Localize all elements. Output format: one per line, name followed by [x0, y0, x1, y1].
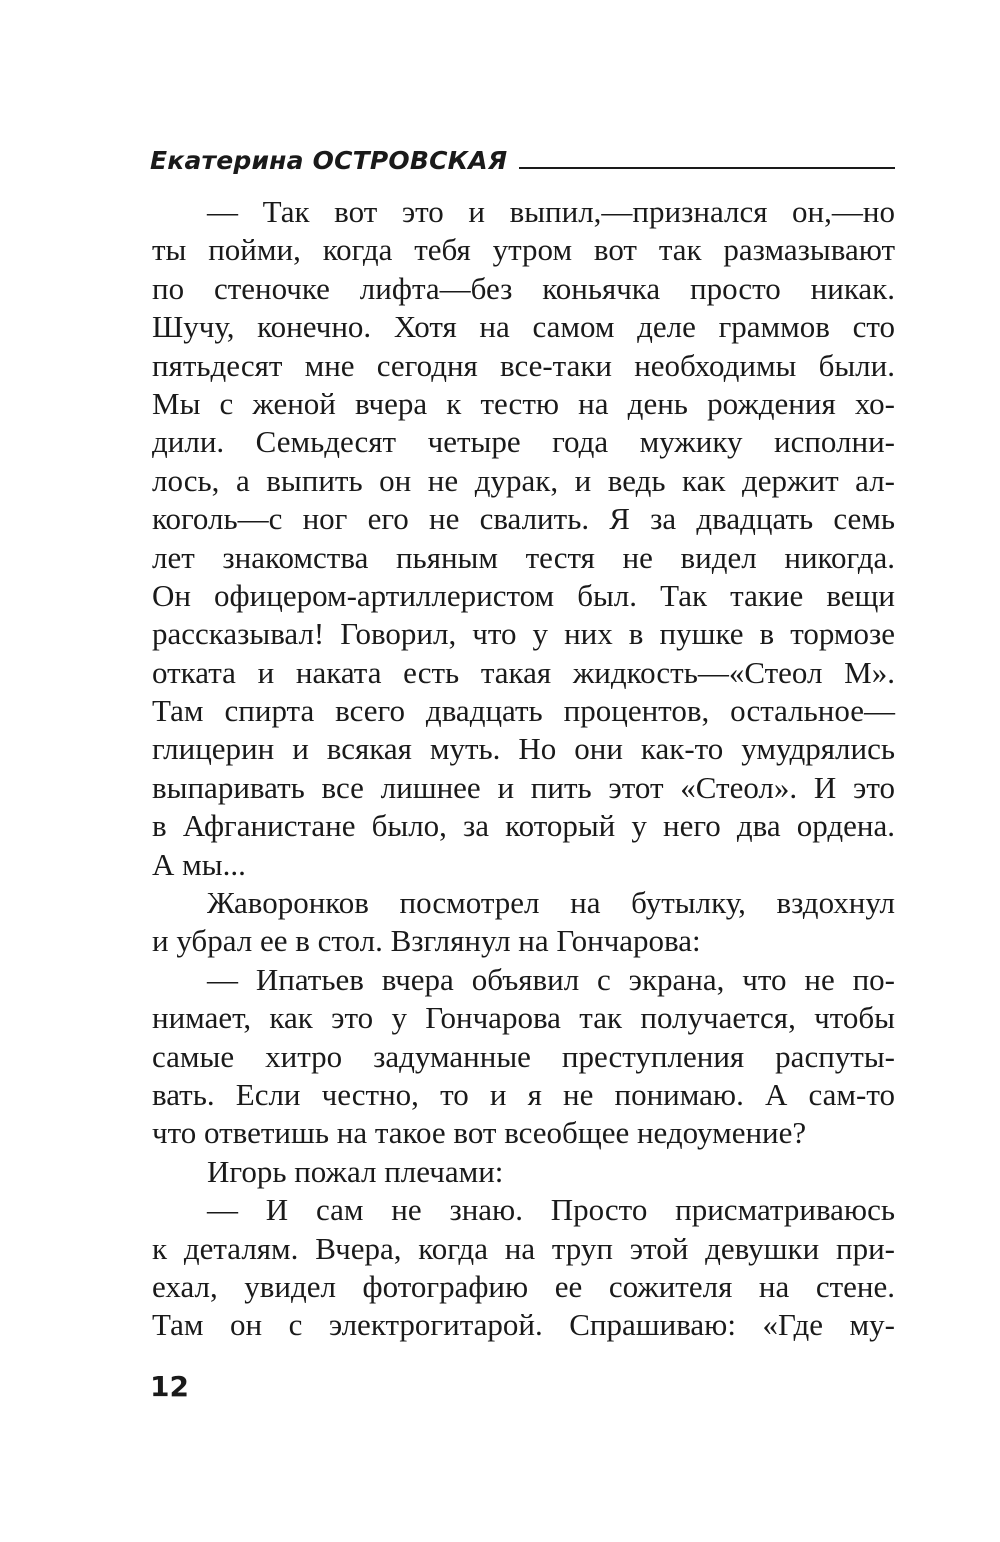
text-line: Шучу, конечно. Хотя на самом деле граммов сто: [152, 309, 895, 345]
text-line: глицерин и всякая муть. Но они как-то умудрялись: [152, 731, 895, 767]
text-line: — Так вот это и выпил,—признался он,—но: [207, 194, 895, 229]
text-line: и убрал ее в стол. Взглянул на Гончарова:: [152, 923, 701, 959]
text-line: — Ипатьев вчера объявил с экрана, что не по-: [207, 961, 895, 997]
text-line: ехал, увидел фотографию ее сожителя на стене.: [152, 1268, 895, 1304]
text-line: — И сам не знаю. Просто присматриваюсь: [207, 1192, 895, 1228]
text-line: Там спирта всего двадцать процентов, остальное—: [152, 693, 895, 729]
body-text: [152, 193, 895, 1345]
text-line: дили. Семьдесят четыре года мужику исполни-: [152, 424, 895, 460]
text-line: Мы с женой вчера к тестю на день рождения хо-: [152, 385, 895, 421]
text-line: Он офицером-артиллеристом был. Так такие вещи: [152, 577, 895, 613]
text-line: отката и наката есть такая жидкость—«Стеол М».: [152, 654, 895, 690]
text-line: рассказывал! Говорил, что у них в пушке в тормозе: [152, 616, 895, 652]
text-line: пятьдесят мне сегодня все-таки необходимы были.: [152, 347, 895, 383]
author-name: Екатерина ОСТРОВСКАЯ: [150, 146, 508, 175]
text-line: Игорь пожал плечами:: [207, 1153, 504, 1189]
text-line: ты пойми, когда тебя утром вот так размазывают: [152, 232, 895, 268]
text-line: коголь—с ног его не свалить. Я за двадцать семь: [152, 501, 895, 537]
running-head: [150, 136, 895, 176]
text-line: что ответишь на такое вот всеобщее недоумение?: [152, 1115, 807, 1151]
text-line: Жаворонков посмотрел на бутылку, вздохнул: [207, 885, 895, 921]
text-line: самые хитро задуманные преступления распуты-: [152, 1038, 895, 1074]
text-line: выпаривать все лишнее и пить этот «Стеол». И это: [152, 769, 895, 805]
text-line: Там он с электрогитарой. Спрашиваю: «Где му-: [152, 1307, 895, 1343]
text-line: вать. Если честно, то и я не понимаю. А сам-то: [152, 1076, 895, 1112]
text-line: нимает, как это у Гончарова так получается, чтобы: [152, 1000, 895, 1036]
text-line: лось, а выпить он не дурак, и ведь как держит ал-: [152, 462, 895, 498]
page-number: 12: [150, 1370, 189, 1403]
text-line: в Афганистане было, за который у него два ордена.: [152, 808, 895, 844]
text-line: к деталям. Вчера, когда на труп этой девушки при-: [152, 1230, 895, 1266]
text-line: лет знакомства пьяным тестя не видел никогда.: [152, 539, 895, 575]
text-line: А мы...: [152, 846, 246, 882]
header-rule: [519, 167, 895, 169]
text-line: по стеночке лифта—без коньячка просто никак.: [152, 270, 895, 306]
